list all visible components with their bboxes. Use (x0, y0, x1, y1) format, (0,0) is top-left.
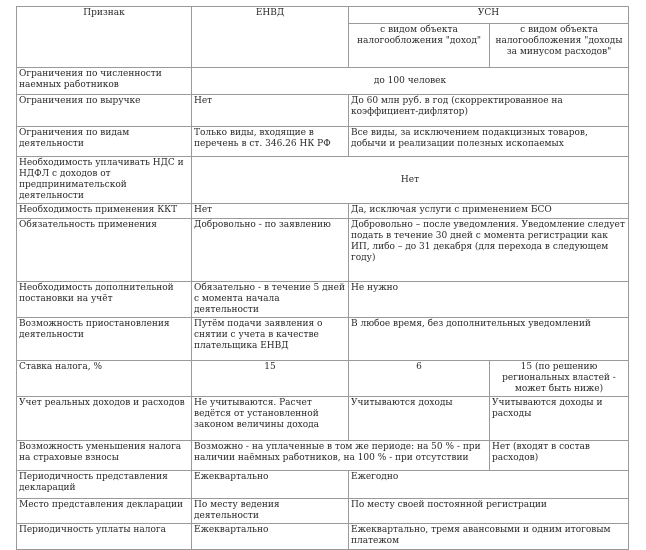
row-label: Возможность приостановления деятельности (17, 318, 192, 361)
table-row (17, 524, 629, 550)
row-label: Ограничения по численности наемных работников (17, 68, 192, 95)
table-row (17, 318, 629, 361)
row-usn-value: В любое время, без дополнительных уведомлений (349, 318, 629, 361)
row-usn-income-value: 6 (349, 361, 490, 397)
row-label: Необходимость дополнительной постановки на учёт (17, 282, 192, 318)
row-envd-usn-income-value: Возможно - на уплаченные в том же периоде: на 50 % - при наличии наёмных работников, на 100 % - при отсутствии (192, 441, 490, 471)
row-envd-value: Добровольно - по заявлению (192, 219, 349, 282)
header-usn-income: с видом объекта налогообложения "доход" (349, 24, 490, 68)
row-envd-value: Нет (192, 204, 349, 219)
row-envd-value: По месту ведения деятельности (192, 499, 349, 524)
row-usn-income-minus-value: Нет (входят в состав расходов) (490, 441, 629, 471)
row-label: Периодичность представления деклараций (17, 471, 192, 499)
row-envd-value: Не учитываются. Расчет ведётся от установленной законом величины дохода (192, 397, 349, 441)
row-usn-value: Ежеквартально, тремя авансовыми и одним итоговым платежом (349, 524, 629, 550)
row-label: Возможность уменьшения налога на страховые взносы (17, 441, 192, 471)
header-usn: УСН (349, 7, 629, 24)
comparison-table-container (16, 6, 628, 550)
row-label: Периодичность уплаты налога (17, 524, 192, 550)
table-row (17, 441, 629, 471)
envd-usn-comparison-table (16, 6, 629, 550)
row-label: Обязательность применения (17, 219, 192, 282)
row-label: Ставка налога, % (17, 361, 192, 397)
row-envd-value: Нет (192, 95, 349, 127)
header-usn-income-minus-expenses: с видом объекта налогообложения "доходы за минусом расходов" (490, 24, 629, 68)
table-row (17, 127, 629, 157)
table-row (17, 471, 629, 499)
header-envd: ЕНВД (192, 7, 349, 68)
row-envd-value: Ежеквартально (192, 524, 349, 550)
table-row (17, 68, 629, 95)
row-usn-income-minus-value: Учитываются доходы и расходы (490, 397, 629, 441)
row-merged-value: до 100 человек (192, 68, 629, 95)
table-row (17, 157, 629, 204)
row-label: Учет реальных доходов и расходов (17, 397, 192, 441)
table-row (17, 282, 629, 318)
row-usn-value: Добровольно – после уведомления. Уведомление следует подать в течение 30 дней с момента регистрации как ИП, либо – до 31 декабря (для перехода в следующем году) (349, 219, 629, 282)
table-row (17, 219, 629, 282)
row-envd-value: Только виды, входящие в перечень в ст. 346.26 НК РФ (192, 127, 349, 157)
table-row (17, 397, 629, 441)
row-usn-value: Не нужно (349, 282, 629, 318)
row-usn-value: Все виды, за исключением подакцизных товаров, добычи и реализации полезных ископаемых (349, 127, 629, 157)
table-row (17, 499, 629, 524)
table-row (17, 95, 629, 127)
row-usn-income-value: Учитываются доходы (349, 397, 490, 441)
row-envd-value: Обязательно - в течение 5 дней с момента начала деятельности (192, 282, 349, 318)
row-label: Ограничения по выручке (17, 95, 192, 127)
row-usn-income-minus-value: 15 (по решению региональных властей - может быть ниже) (490, 361, 629, 397)
row-envd-value: 15 (192, 361, 349, 397)
row-label: Необходимость уплачивать НДС и НДФЛ с доходов от предпринимательской деятельности (17, 157, 192, 204)
table-row (17, 361, 629, 397)
row-label: Ограничения по видам деятельности (17, 127, 192, 157)
row-envd-value: Ежеквартально (192, 471, 349, 499)
row-merged-value: Нет (192, 157, 629, 204)
row-label: Место представления декларации (17, 499, 192, 524)
row-envd-value: Путём подачи заявления о снятии с учета в качестве плательщика ЕНВД (192, 318, 349, 361)
header-row-1 (17, 7, 629, 24)
row-usn-value: До 60 млн руб. в год (скорректированное на коэффициент-дифлятор) (349, 95, 629, 127)
header-feature: Признак (17, 7, 192, 68)
row-label: Необходимость применения ККТ (17, 204, 192, 219)
row-usn-value: Да, исключая услуги с применением БСО (349, 204, 629, 219)
row-usn-value: По месту своей постоянной регистрации (349, 499, 629, 524)
table-row (17, 204, 629, 219)
row-usn-value: Ежегодно (349, 471, 629, 499)
